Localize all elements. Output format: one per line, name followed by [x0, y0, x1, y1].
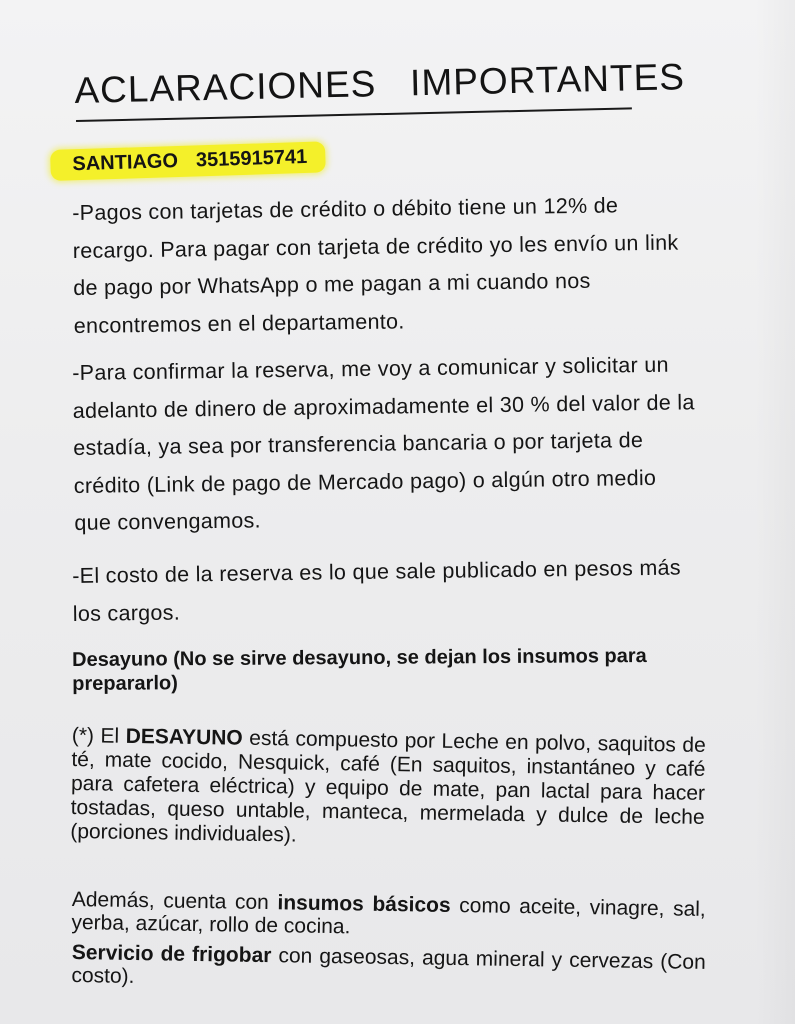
contact-highlight	[50, 141, 326, 181]
frigobar-rest: con gaseosas, agua mineral y cervezas (Con costo).	[71, 944, 706, 988]
frigobar-paragraph	[71, 941, 706, 997]
basics-bold: insumos básicos	[277, 891, 451, 917]
payment-paragraph: -Pagos con tarjetas de crédito o débito tiene un 12% de recargo. Para pagar con tarjeta de crédito yo les envío un link de pago por WhatsApp o me pagan a mi cuando nos encontremos en el departamento.	[72, 193, 679, 338]
breakfast-heading: Desayuno (No se sirve desayuno, se dejan los insumos para prepararlo)	[72, 644, 647, 695]
breakfast-bold: DESAYUNO	[125, 724, 243, 750]
contact-name: SANTIAGO	[72, 149, 179, 176]
reservation-paragraph: -Para confirmar la reserva, me voy a comunicar y solicitar un adelanto de dinero de aproximadamente el 30 % del valor de la estadía, ya sea por transferencia bancaria o por tarjeta de crédito (Link de pago de Mercado pago) o algún otro medio que convengamos.	[72, 352, 695, 535]
breakfast-rest: está compuesto por Leche en polvo, saquitos de té, mate cocido, Nesquick, café (En saquitos, instantáneo y café para cafetera eléctrica) y equipo de mate, pan lactal para hacer tostadas, queso untable, manteca, mermelada y dulce de leche (porciones individuales).	[70, 726, 706, 847]
basics-prefix: Además, cuenta con	[71, 888, 278, 915]
document-title: ACLARACIONES IMPORTANTES	[74, 56, 686, 111]
cost-paragraph: -El costo de la reserva es lo que sale publicado en pesos más los cargos.	[72, 555, 682, 626]
basics-rest: como aceite, vinagre, sal, yerba, azúcar, rollo de cocina.	[71, 893, 706, 939]
paper-shadow	[755, 0, 795, 1024]
contact-phone: 3515915741	[195, 145, 308, 172]
basics-paragraph	[71, 888, 706, 944]
breakfast-description	[70, 724, 706, 854]
frigobar-bold: Servicio de frigobar	[71, 941, 272, 968]
breakfast-prefix: (*) El	[71, 724, 126, 748]
